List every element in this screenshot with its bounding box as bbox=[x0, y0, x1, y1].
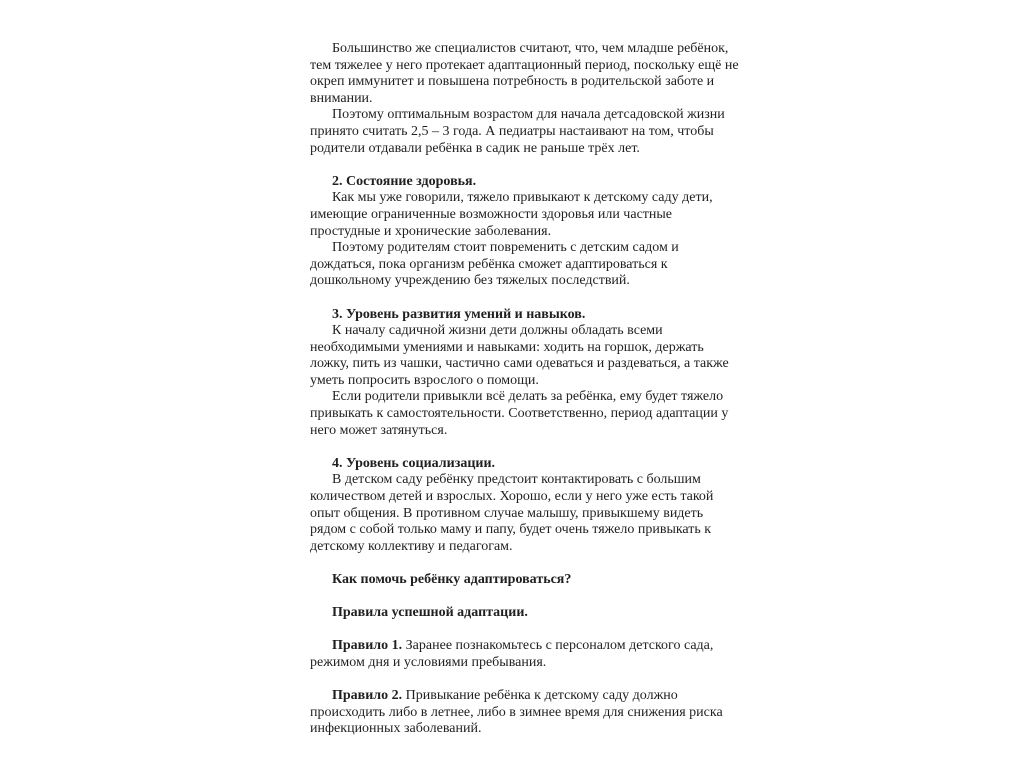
paragraph-rule-1 bbox=[310, 638, 742, 671]
section-heading-socialization: 4. Уровень социализации. bbox=[332, 455, 496, 471]
paragraph-skills-1: К началу садичной жизни дети должны обладать всеми необходимыми умениями и навыками: ходить на горшок, держать ложку, пить из чашки, частично сами одеваться и раздеваться, а также уметь попросить взрослого о помощи. bbox=[310, 323, 729, 388]
paragraph-intro-2: Поэтому оптимальным возрастом для начала детсадовской жизни принято считать 2,5 – 3 года. А педиатры настаивают на том, чтобы родители отдавали ребёнка в садик не раньше трёх лет. bbox=[310, 107, 725, 156]
section-heading-skills: 3. Уровень развития умений и навыков. bbox=[332, 306, 586, 322]
document-text-column bbox=[310, 41, 742, 738]
section-heading-health: 2. Состояние здоровья. bbox=[332, 173, 477, 189]
rule-1-text: Заранее познакомьтесь с персоналом детского сада, режимом дня и условиями пребывания. bbox=[310, 638, 714, 670]
rule-2-label: Правило 2. bbox=[332, 688, 403, 704]
paragraph-health-1: Как мы уже говорили, тяжело привыкают к детскому саду дети, имеющие ограниченные возможности здоровья или частные простудные и хронические заболевания. bbox=[310, 190, 713, 239]
heading-how-to-help: Как помочь ребёнку адаптироваться? bbox=[332, 572, 572, 587]
rule-2-text: Привыкание ребёнка к детскому саду должно происходить либо в летнее, либо в зимнее время для снижения риска инфекционных заболеваний. bbox=[310, 688, 723, 737]
rule-1-label: Правило 1. bbox=[332, 638, 403, 654]
paragraph-skills-2: Если родители привыкли всё делать за ребёнка, ему будет тяжело привыкать к самостоятельности. Соответственно, период адаптации у него может затянуться. bbox=[310, 389, 729, 438]
heading-adaptation-rules: Правила успешной адаптации. bbox=[332, 605, 528, 621]
paragraph-health-2: Поэтому родителям стоит повременить с детским садом и дождаться, пока организм ребёнка сможет адаптироваться к дошкольному учреждению без тяжелых последствий. bbox=[310, 240, 679, 289]
paragraph-rule-2 bbox=[310, 688, 742, 738]
paragraph-socialization: В детском саду ребёнку предстоит контактировать с большим количеством детей и взрослых. Хорошо, если у него уже есть такой опыт общения. В противном случае малышу, привыкшему видеть рядом с собой только маму и папу, будет очень тяжело привыкать к детскому коллективу и педагогам. bbox=[310, 472, 714, 554]
paragraph-intro-1: Большинство же специалистов считают, что, чем младше ребёнок, тем тяжелее у него протекает адаптационный период, поскольку ещё не окреп иммунитет и повышена потребность в родительской заботе и внимании. bbox=[310, 41, 739, 106]
